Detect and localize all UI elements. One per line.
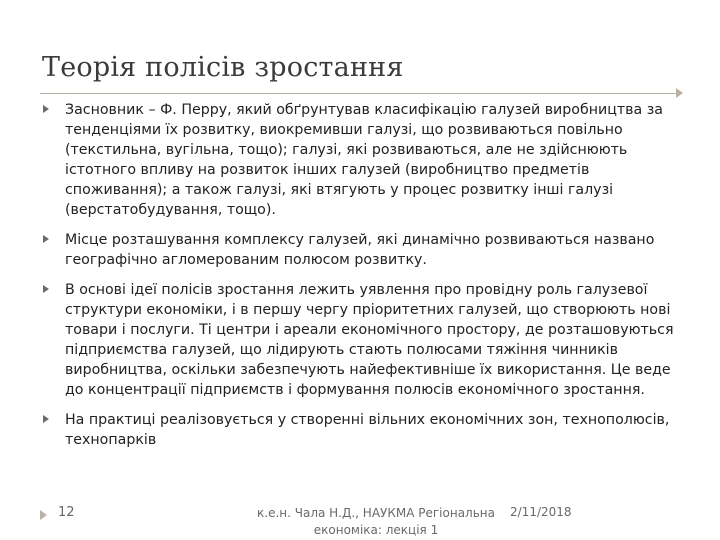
- bullet-item: [42, 410, 682, 450]
- bullet-text: На практиці реалізовується у створенні вільних економічних зон, технополюсів, технопарків: [65, 412, 670, 448]
- bullet-arrow-icon: [43, 285, 49, 293]
- bullet-item: [42, 280, 682, 400]
- bullet-arrow-icon: [43, 235, 49, 243]
- bullet-text: Місце розташування комплексу галузей, які динамічно розвиваються названо географічно агломерованим полюсом розвитку.: [65, 232, 655, 268]
- bullet-list: [42, 100, 682, 460]
- title-divider: [40, 93, 680, 94]
- slide-number: 12: [58, 505, 75, 520]
- bullet-text: В основі ідеї полісів зростання лежить уявлення про провідну роль галузевої структури економіки, і в першу чергу пріоритетних галузей, що створюють нові товари і послуги. Ті центри і ареали економічного простору, де розташовуються підприємства галузей, що лідирують стають полюсами тяжіння чинників виробництва, оскільки забезпечують найефективніше їх використання. Це веде до концентрації підприємств і формування полюсів економічного зростання.: [65, 282, 674, 398]
- bullet-item: [42, 230, 682, 270]
- bullet-text: Засновник – Ф. Перру, який обґрунтував класифікацію галузей виробництва за тенденціями їх розвитку, виокремивши галузі, що розвиваються повільно (текстильна, вугільна, тощо); галузі, які розвиваються, але не здійснюють істотного впливу на розвиток інших галузей (виробництво предметів споживання); а також галузі, які втягують у процес розвитку інші галузі (верстатобудування, тощо).: [65, 102, 663, 218]
- footer-date: 2/11/2018: [510, 505, 572, 519]
- bullet-item: [42, 100, 682, 220]
- bullet-arrow-icon: [43, 415, 49, 423]
- footer-arrow-icon: [40, 510, 47, 520]
- bullet-arrow-icon: [43, 105, 49, 113]
- footer-author: к.е.н. Чала Н.Д., НАУКМА Регіональна економіка: лекція 1: [257, 506, 495, 537]
- title-divider-arrow-icon: [676, 88, 683, 98]
- slide-title: Теорія полісів зростання: [42, 52, 404, 83]
